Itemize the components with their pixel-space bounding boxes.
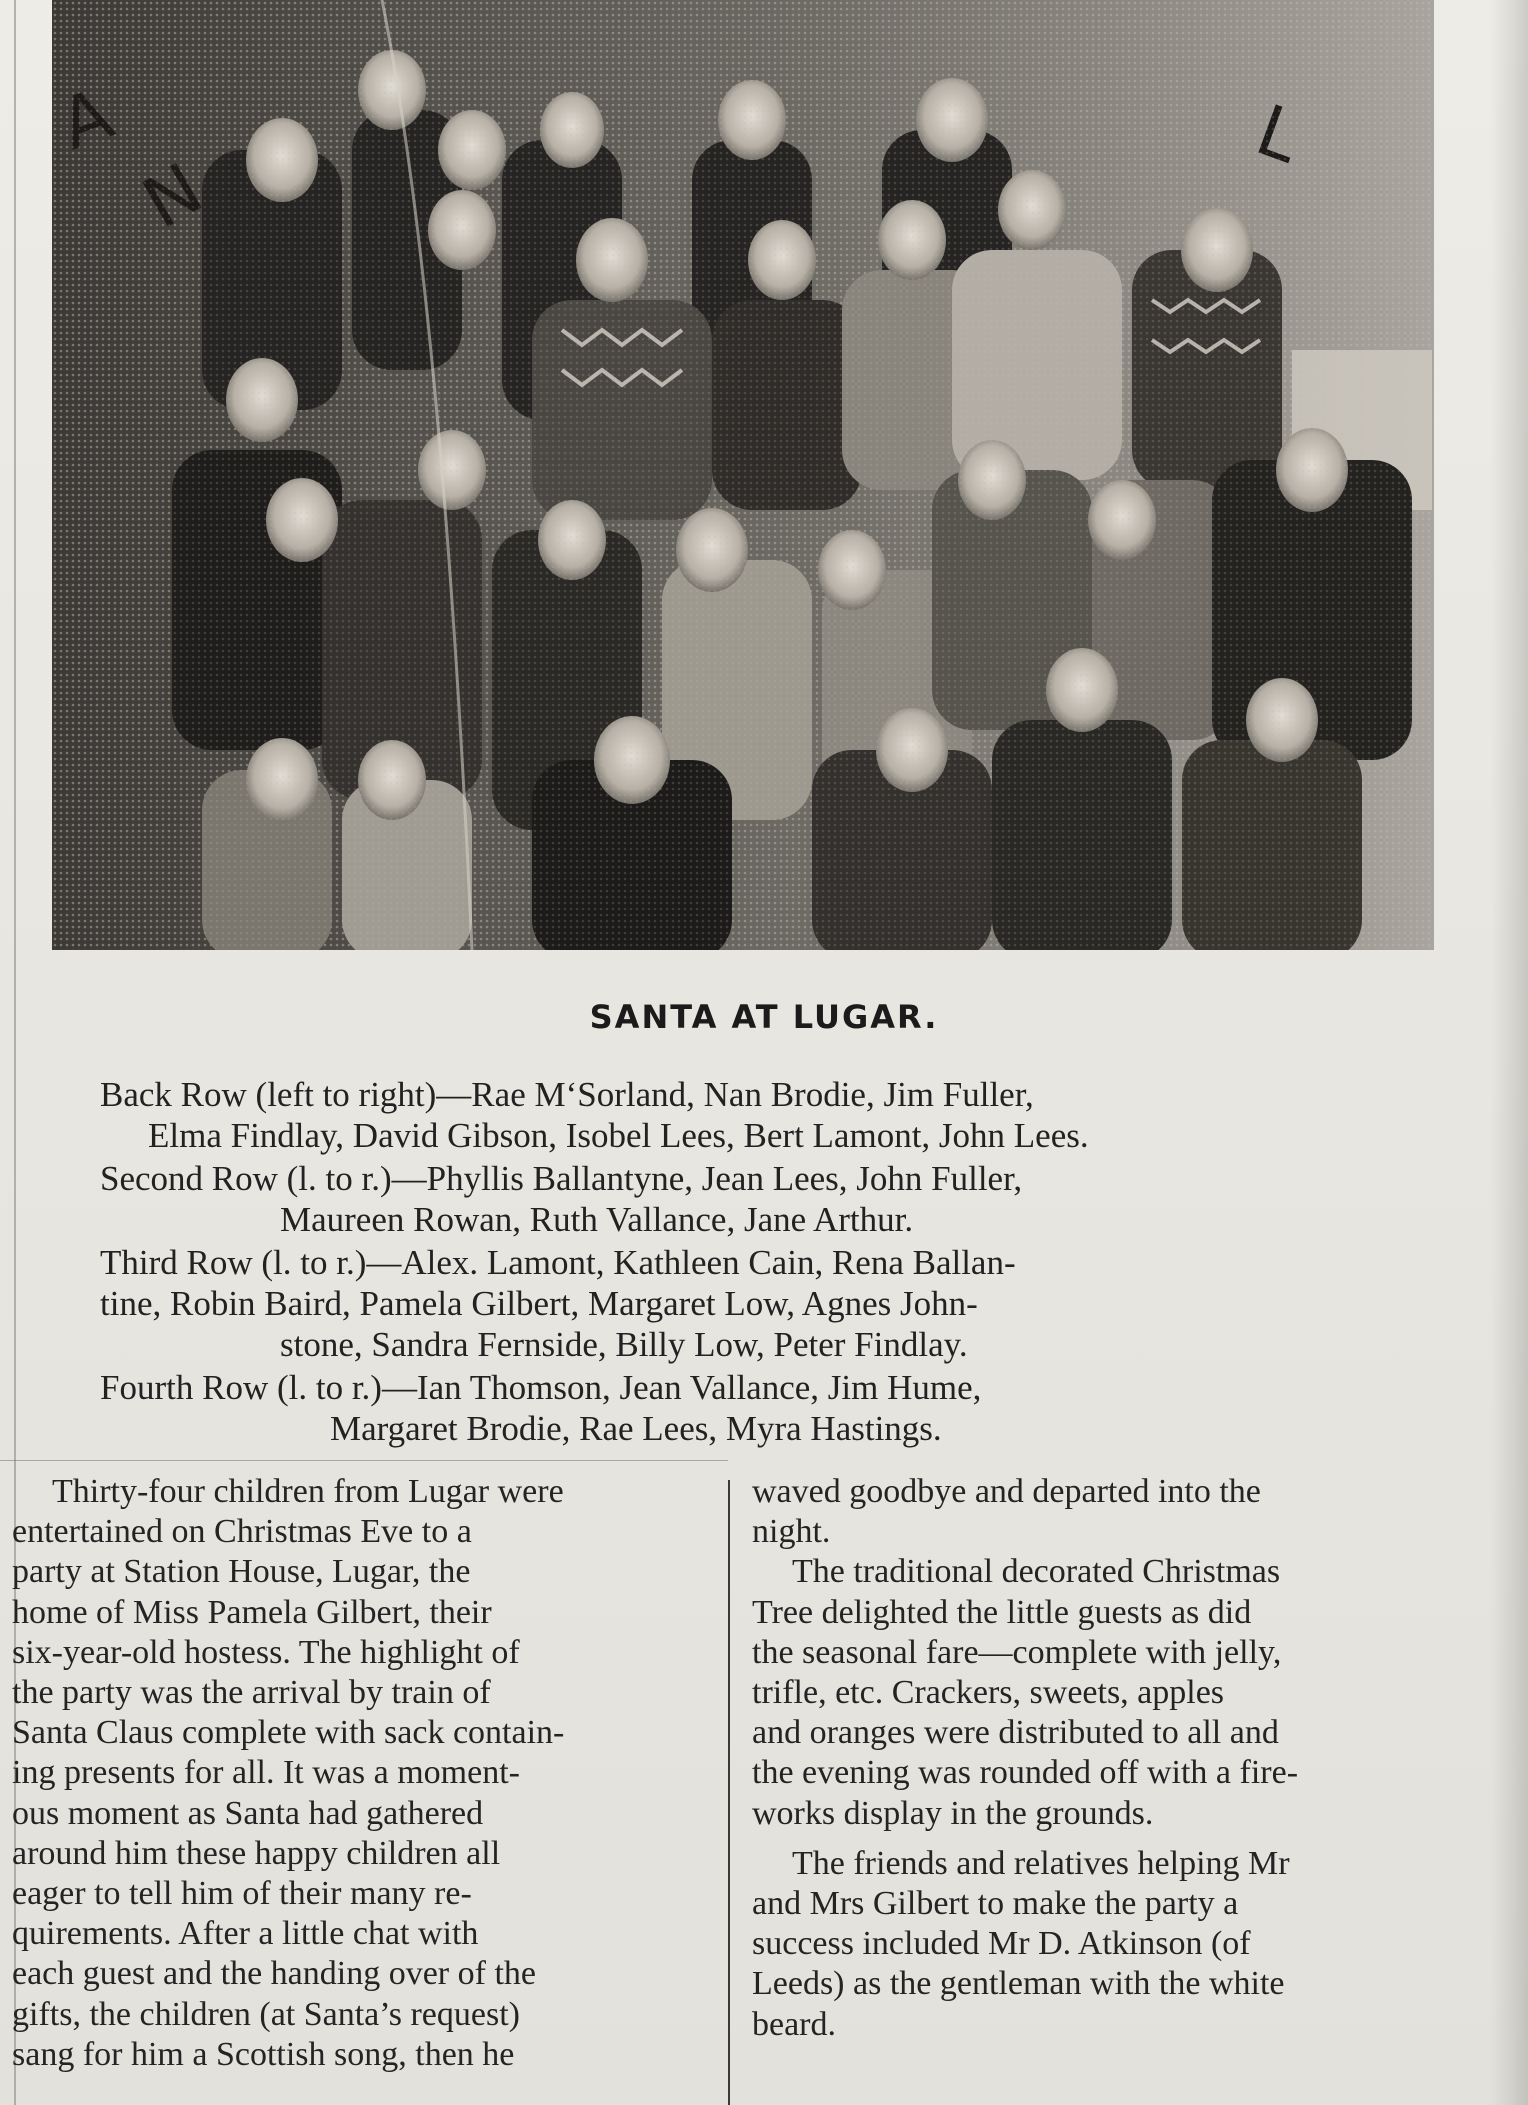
caption-line: tine, Robin Baird, Pamela Gilbert, Margaret Low, Agnes John- [100,1284,978,1323]
article-line: night. [752,1513,831,1551]
group-photograph [52,0,1434,950]
caption-back-row [100,1074,1400,1156]
article-line: Leeds) as the gentleman with the white [752,1965,1285,2003]
caption-line: Second Row (l. to r.)—Phyllis Ballantyne, Jean Lees, John Fuller, [100,1159,1023,1198]
article-line: beard. [752,2005,837,2043]
article-line: quirements. After a little chat with [12,1915,479,1953]
article-line: sang for him a Scottish song, then he [12,2035,515,2073]
caption-line: Elma Findlay, David Gibson, Isobel Lees, Bert Lamont, John Lees. [148,1116,1089,1155]
caption-fourth-row [100,1367,1400,1449]
article-line: Santa Claus complete with sack contain- [12,1714,565,1752]
article-line: works display in the grounds. [752,1794,1154,1832]
article-column-left [12,1472,724,2075]
article-line: The traditional decorated Christmas [792,1553,1281,1591]
article-line: six-year-old hostess. The highlight of [12,1633,520,1671]
article-line: Thirty-four children from Lugar were [52,1473,564,1510]
article-line: success included Mr D. Atkinson (of [752,1925,1251,1963]
section-divider [0,1460,728,1461]
article-line: ous moment as Santa had gathered [12,1794,484,1832]
caption-second-row [100,1158,1400,1240]
article-line: the seasonal fare—complete with jelly, [752,1633,1282,1671]
article-line: eager to tell him of their many re- [12,1875,472,1913]
photo-caption [100,1074,1400,1451]
article-line: The friends and relatives helping Mr [792,1844,1290,1882]
article-line: party at Station House, Lugar, the [12,1553,471,1591]
article-line: ing presents for all. It was a moment- [12,1754,520,1792]
article-line: waved goodbye and departed into the [752,1473,1261,1510]
caption-line: Third Row (l. to r.)—Alex. Lamont, Kathleen Cain, Rena Ballan- [100,1243,1016,1282]
article-line: trifle, etc. Crackers, sweets, apples [752,1674,1225,1712]
photo-illustration [52,0,1434,950]
article-line: and Mrs Gilbert to make the party a [752,1885,1239,1923]
article-line: entertained on Christmas Eve to a [12,1513,472,1551]
column-divider [728,1480,730,2105]
article-line: Tree delighted the little guests as did [752,1593,1252,1631]
caption-third-row [100,1242,1400,1365]
article-line: the evening was rounded off with a fire- [752,1754,1299,1792]
headline: SANTA AT LUGAR. [589,998,939,1036]
caption-line: Fourth Row (l. to r.)—Ian Thomson, Jean Vallance, Jim Hume, [100,1368,982,1407]
article-line: the party was the arrival by train of [12,1674,491,1712]
article-column-right [752,1472,1497,2045]
caption-line: Margaret Brodie, Rae Lees, Myra Hastings. [330,1409,942,1448]
article-line: and oranges were distributed to all and [752,1714,1279,1752]
article-line: gifts, the children (at Santa’s request) [12,1995,520,2033]
article-line: each guest and the handing over of the [12,1955,536,1993]
caption-line: Maureen Rowan, Ruth Vallance, Jane Arthur. [280,1200,914,1239]
article-line: around him these happy children all [12,1834,501,1872]
caption-line: Back Row (left to right)—Rae M‘Sorland, Nan Brodie, Jim Fuller, [100,1075,1034,1114]
caption-line: stone, Sandra Fernside, Billy Low, Peter Findlay. [280,1325,968,1364]
article-line: home of Miss Pamela Gilbert, their [12,1593,492,1631]
